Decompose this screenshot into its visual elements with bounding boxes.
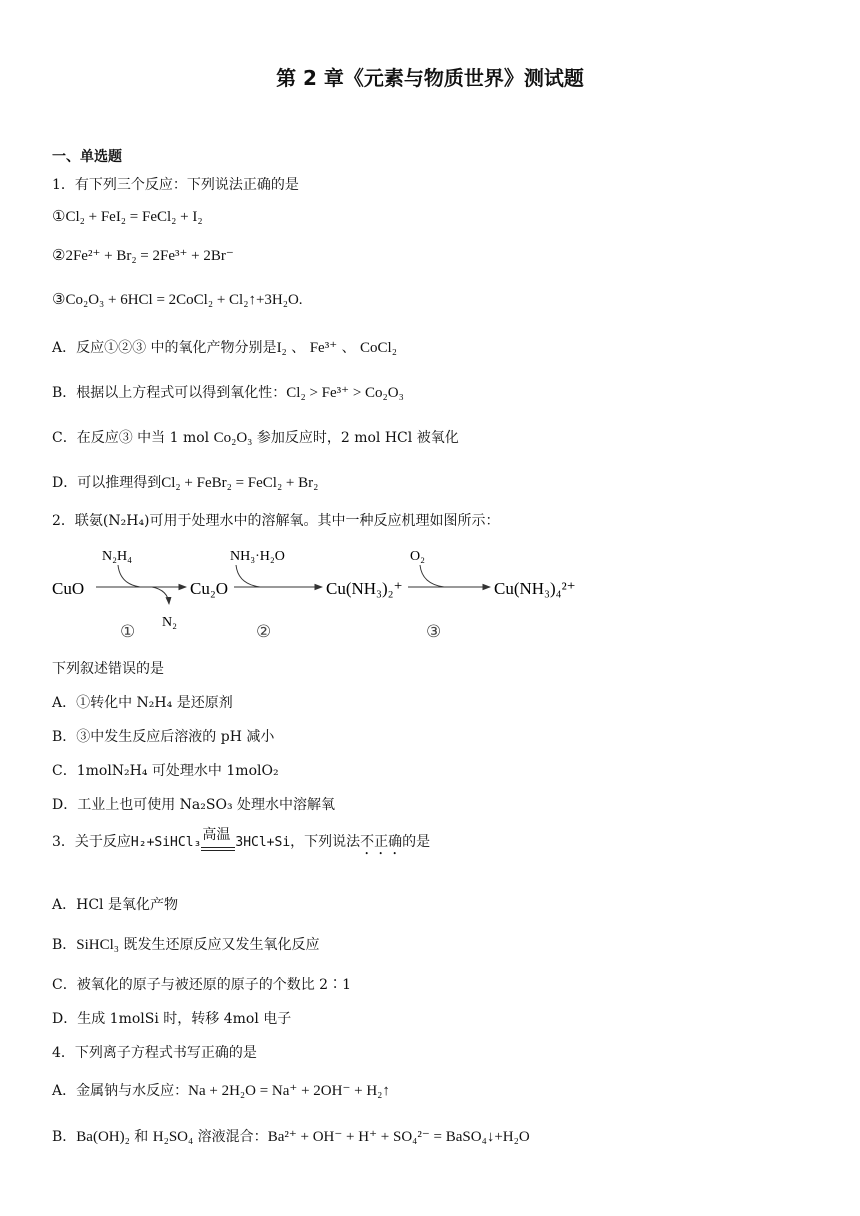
q4-a-text: A．金属钠与水反应：: [52, 1083, 189, 1099]
q1-r3-num: ③: [52, 292, 66, 308]
q3-stem-pre: 3．关于反应: [52, 834, 131, 850]
q1-a-text: A．反应①②③ 中的氧化产物分别是: [52, 340, 277, 356]
page-title: 第 2 章《元素与物质世界》测试题: [276, 66, 584, 90]
q4-stem: 4．下列离子方程式书写正确的是: [52, 1045, 257, 1061]
q1-a-product-2: Fe³⁺: [309, 340, 338, 356]
q1-b-text: B．根据以上方程式可以得到氧化性：: [52, 385, 287, 401]
q4-b-equation: Ba²⁺ + OH⁻ + H⁺ + SO₄²⁻ = BaSO₄↓+H₂O: [267, 1129, 530, 1145]
q3-equals-sign: [201, 847, 235, 851]
q2-stem: 2．联氨(N₂H₄)可用于处理水中的溶解氧。其中一种反应机理如图所示：: [52, 513, 500, 529]
product-n2: N₂: [162, 615, 177, 630]
q1-a-product-1: I₂: [276, 340, 287, 356]
q2-option-d[interactable]: D．工业上也可使用 Na₂SO₃ 处理水中溶解氧: [52, 797, 336, 813]
q1-d-text: D．可以推理得到: [52, 475, 162, 491]
q2-option-a[interactable]: A．①转化中 N₂H₄ 是还原剂: [52, 695, 233, 711]
q4-b-text: 溶液混合：: [193, 1129, 268, 1145]
q1-c-text-1: C．在反应③ 中当 1 mol: [52, 430, 214, 446]
q1-reaction-1: [52, 207, 203, 226]
reagent-o2: O₂: [410, 549, 425, 564]
reagent-n2h4: N₂H₄: [102, 549, 132, 564]
q3-b-pre: B．: [52, 937, 77, 953]
q4-b-mid: 和: [129, 1129, 153, 1145]
step-label-1: ①: [120, 622, 136, 640]
q1-option-c[interactable]: [52, 427, 459, 447]
q3-stem-post-2: 的是: [402, 834, 431, 850]
q1-a-sep-1: 、: [286, 340, 310, 356]
q3-option-a[interactable]: A．HCl 是氧化产物: [52, 897, 178, 913]
species-cu-nh3-2: Cu(NH₃)₂⁺: [326, 579, 403, 598]
q4-option-a[interactable]: [52, 1080, 390, 1100]
q1-option-a[interactable]: [52, 337, 397, 357]
section-heading: 一、单选题: [52, 149, 122, 165]
q3-b-equation: SiHCl₃: [76, 937, 120, 953]
q4-b-pre: B．: [52, 1129, 77, 1145]
q1-a-product-3: CoCl₂: [360, 340, 397, 356]
q2-option-b[interactable]: B．③中发生反应后溶液的 pH 减小: [52, 729, 275, 745]
step-label-3: ③: [426, 622, 442, 640]
q2-prompt: 下列叙述错误的是: [52, 661, 164, 677]
q1-r2-equation: 2Fe²⁺ + Br₂ = 2Fe³⁺ + 2Br⁻: [65, 248, 234, 264]
q1-c-text-2: 参加反应时，2 mol HCl 被氧化: [252, 430, 459, 446]
species-cu2o: Cu₂O: [190, 579, 229, 598]
q4-option-b[interactable]: [52, 1126, 530, 1146]
q4-a-equation: Na + 2H₂O = Na⁺ + 2OH⁻ + H₂↑: [188, 1083, 390, 1099]
q3-rhs: 3HCl+Si: [235, 835, 291, 850]
q2-option-c[interactable]: C．1molN₂H₄ 可处理水中 1molO₂: [52, 763, 279, 779]
curve-nh3-in: [236, 565, 260, 587]
q1-stem: 1．有下列三个反应：下列说法正确的是: [52, 177, 299, 193]
q1-option-d[interactable]: [52, 472, 318, 492]
q3-lhs: H₂+SiHCl₃: [130, 835, 202, 850]
q1-c-equation: Co₂O₃: [213, 430, 253, 446]
q1-option-b[interactable]: [52, 382, 404, 402]
q4-b-reactant-1: Ba(OH)₂: [76, 1129, 130, 1145]
curve-n2h4-in: [118, 565, 140, 587]
q1-r3-equation: Co₂O₃ + 6HCl = 2CoCl₂ + Cl₂↑+3H₂O.: [65, 292, 303, 308]
q1-r1-equation: Cl₂ + FeI₂ = FeCl₂ + I₂: [65, 209, 203, 225]
reagent-nh3-h2o: NH₃·H₂O: [230, 549, 285, 564]
q3-stem: [52, 828, 430, 858]
q1-d-equation: Cl₂ + FeBr₂ = FeCl₂ + Br₂: [161, 475, 319, 491]
curve-o2-in: [420, 565, 444, 587]
q4-b-reactant-2: H₂SO₄: [152, 1129, 194, 1145]
q3-condition: 高温: [202, 827, 231, 843]
reaction-mechanism-diagram: [48, 540, 608, 640]
q1-r1-num: ①: [52, 209, 66, 225]
species-cuo: CuO: [52, 579, 85, 598]
q3-stem-post-1: ，下列说法: [290, 834, 361, 850]
q3-b-post: 既发生还原反应又发生氧化反应: [119, 937, 320, 953]
q1-reaction-2: [52, 246, 234, 265]
q3-option-d[interactable]: D．生成 1molSi 时，转移 4mol 电子: [52, 1011, 292, 1027]
q1-r2-num: ②: [52, 248, 66, 264]
q1-b-equation: Cl₂ > Fe³⁺ > Co₂O₃: [286, 385, 404, 401]
q1-reaction-3: [52, 290, 303, 309]
q3-option-b[interactable]: [52, 934, 320, 954]
curve-n2-out: [152, 587, 169, 604]
species-cu-nh3-4: Cu(NH₃)₄²⁺: [494, 579, 576, 598]
q1-a-sep-2: 、: [337, 340, 361, 356]
step-label-2: ②: [256, 622, 272, 640]
q3-condition-arrow: [201, 828, 235, 858]
q3-option-c[interactable]: C．被氧化的原子与被还原的原子的个数比 2∶1: [52, 977, 351, 993]
q3-stem-emphasis: 不正确: [360, 834, 403, 850]
